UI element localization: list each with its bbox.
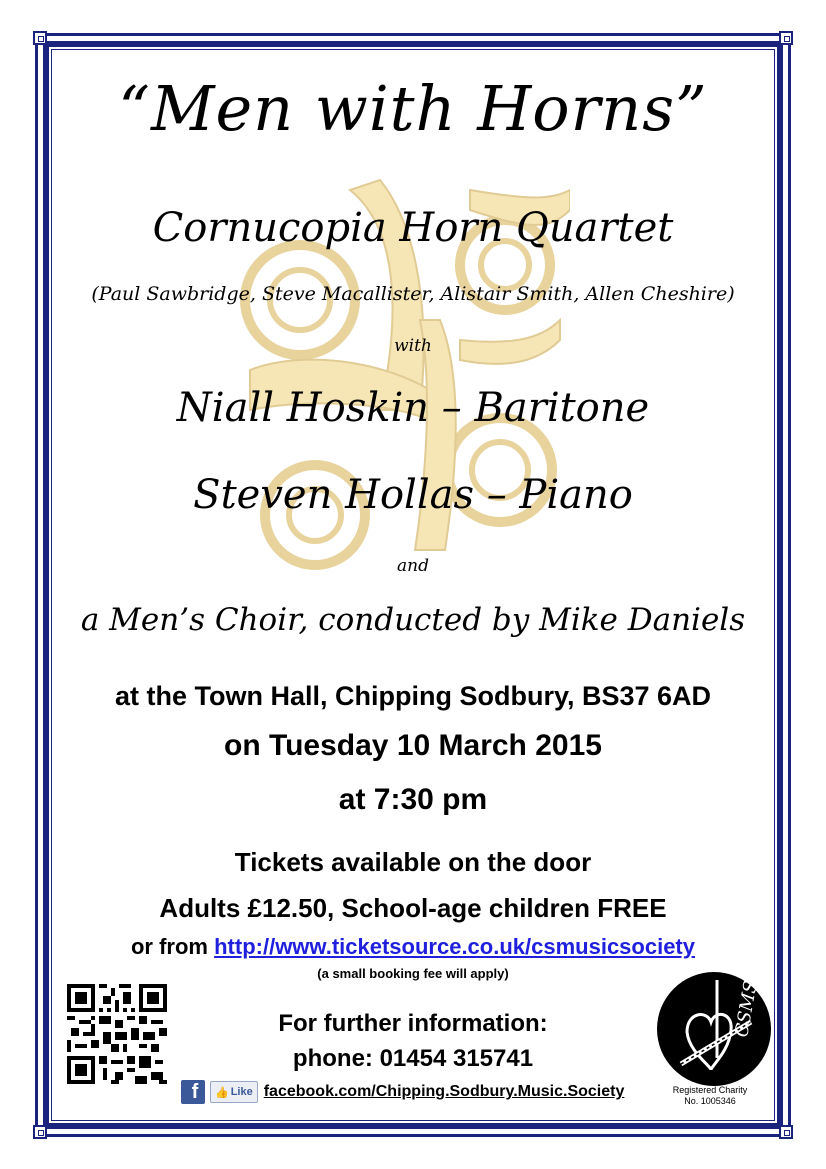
connector-and: and — [397, 556, 429, 576]
prices-line: Adults £12.50, School-age children FREE — [159, 893, 667, 923]
info-heading: For further information: — [278, 1010, 548, 1037]
choir-line: a Men’s Choir, conducted by Mike Daniels — [80, 602, 746, 638]
like-label: Like — [230, 1086, 253, 1098]
facebook-page-link[interactable]: facebook.com/Chipping.Sodbury.Music.Society — [263, 1083, 625, 1100]
border-corner-bottom-right — [779, 1125, 793, 1139]
csms-logo — [655, 970, 773, 1088]
performer-baritone: Niall Hoskin – Baritone — [176, 385, 650, 431]
border-corner-top-left — [33, 31, 47, 45]
facebook-row — [181, 1080, 624, 1104]
ticket-source-line — [0, 934, 826, 960]
venue-line: at the Town Hall, Chipping Sodbury, BS37 6AD — [114, 681, 712, 711]
charity-line-1: Registered Charity — [672, 1085, 748, 1095]
ticket-url-link[interactable]: http://www.ticketsource.co.uk/csmusicsociety — [214, 934, 695, 959]
charity-line-2: No. 1005346 — [684, 1096, 736, 1106]
charity-info — [655, 1085, 765, 1107]
performer-piano: Steven Hollas – Piano — [193, 472, 633, 518]
border-corner-bottom-left — [33, 1125, 47, 1139]
like-thumb-icon: 👍 — [215, 1086, 229, 1099]
tickets-line: Tickets available on the door — [234, 847, 592, 877]
booking-fee-note: (a small booking fee will apply) — [317, 966, 509, 981]
facebook-icon[interactable]: f — [181, 1080, 205, 1104]
ensemble-name: Cornucopia Horn Quartet — [152, 205, 674, 251]
facebook-like-button[interactable] — [210, 1081, 258, 1103]
date-line: on Tuesday 10 March 2015 — [224, 729, 602, 762]
from-prefix: or from — [130, 934, 208, 959]
ensemble-members: (Paul Sawbridge, Steve Macallister, Alistair Smith, Allen Cheshire) — [91, 283, 735, 305]
event-title: “Men with Horns” — [118, 72, 708, 145]
border-corner-top-right — [779, 31, 793, 45]
phone-line: phone: 01454 315741 — [292, 1045, 534, 1072]
connector-with: with — [394, 336, 432, 356]
time-line: at 7:30 pm — [338, 783, 488, 816]
logo-text: CSMS — [731, 979, 762, 1039]
